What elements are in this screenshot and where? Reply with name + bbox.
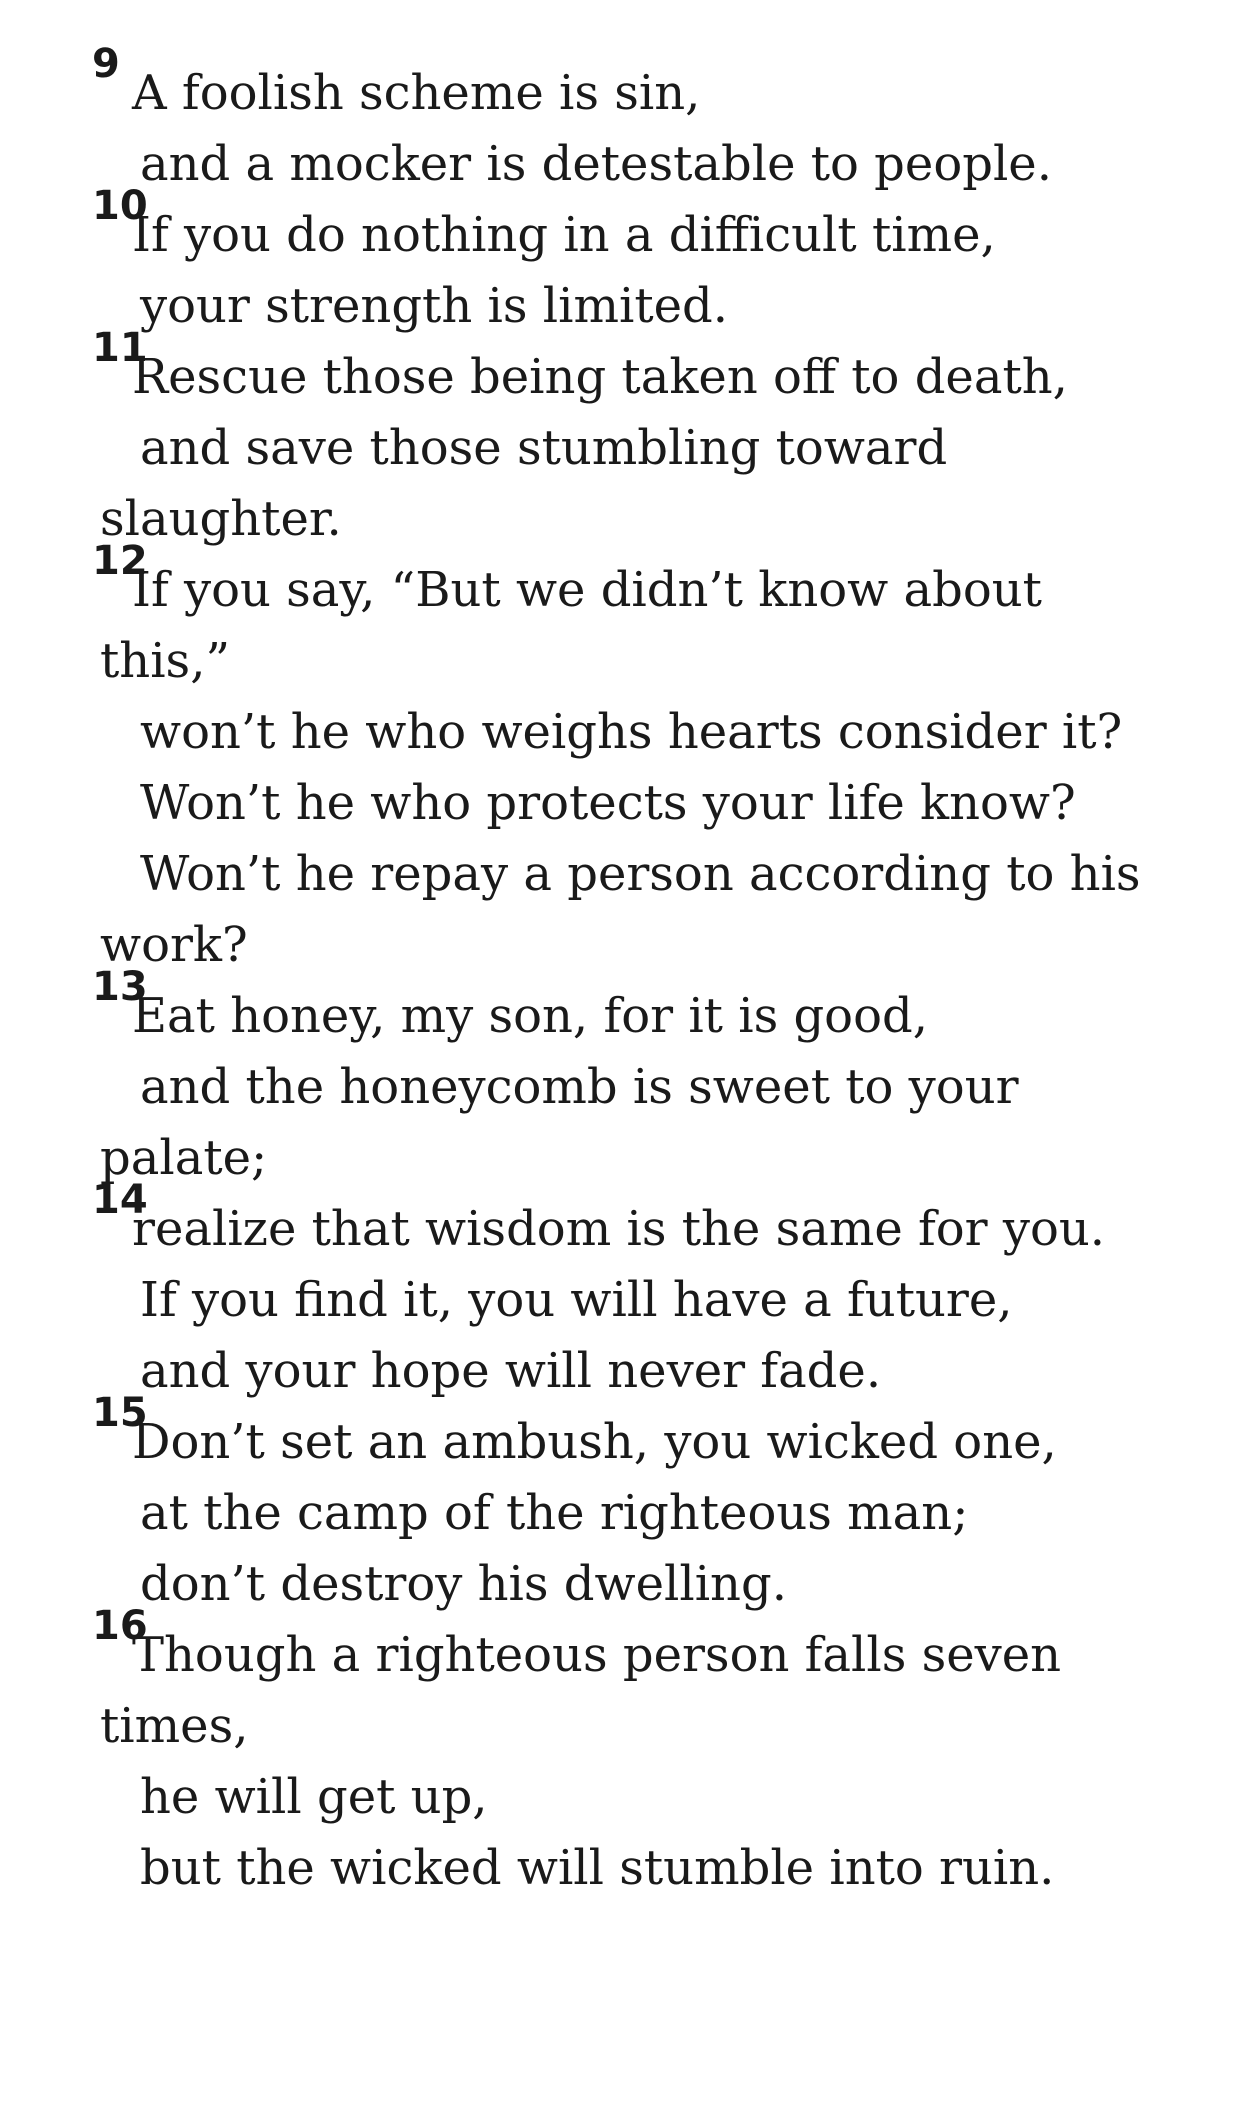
verse-line: Won’t he repay a person according to his — [140, 846, 1141, 902]
verse-number: 15 — [92, 1390, 148, 1436]
verse-line — [92, 1177, 1210, 1265]
verse-number: 16 — [92, 1603, 148, 1649]
verse-line: and save those stumbling toward — [140, 420, 948, 476]
verse-line — [92, 41, 1210, 129]
verse-line: he will get up, — [140, 1769, 488, 1825]
verse-11 — [92, 325, 1210, 555]
verse-line: palate; — [100, 1130, 268, 1186]
verse-number: 13 — [92, 964, 148, 1010]
verse-line: and a mocker is detestable to people. — [140, 136, 1052, 192]
verse-text: Though a righteous person falls seven — [132, 1627, 1062, 1683]
verse-line: this,” — [100, 633, 230, 689]
verse-text: realize that wisdom is the same for you. — [132, 1201, 1106, 1257]
verse-line — [92, 325, 1210, 413]
verse-text: Don’t set an ambush, you wicked one, — [132, 1414, 1057, 1470]
verse-14 — [92, 1177, 1210, 1407]
verse-line: and the honeycomb is sweet to your — [140, 1059, 1019, 1115]
verse-number: 9 — [92, 41, 120, 87]
verse-line: don’t destroy his dwelling. — [140, 1556, 787, 1612]
verse-line — [92, 1390, 1210, 1478]
verse-line: at the camp of the righteous man; — [140, 1485, 969, 1541]
verse-text: Rescue those being taken off to death, — [132, 349, 1068, 405]
verse-line: slaughter. — [100, 491, 342, 547]
verse-line — [92, 1603, 1210, 1691]
verse-line: but the wicked will stumble into ruin. — [140, 1840, 1055, 1896]
verse-12 — [92, 538, 1210, 981]
verse-line: times, — [100, 1698, 249, 1754]
verse-15 — [92, 1390, 1210, 1620]
verse-number: 11 — [92, 325, 148, 371]
verse-line — [92, 964, 1210, 1052]
verse-line: Won’t he who protects your life know? — [140, 775, 1076, 831]
verse-9 — [92, 41, 1210, 200]
verse-line: and your hope will never fade. — [140, 1343, 882, 1399]
verse-13 — [92, 964, 1210, 1194]
verse-line — [92, 538, 1210, 626]
verse-16 — [92, 1603, 1210, 1904]
verse-10 — [92, 183, 1210, 342]
verse-text: Eat honey, my son, for it is good, — [132, 988, 928, 1044]
verse-text: A foolish scheme is sin, — [132, 65, 701, 121]
verse-text: If you say, “But we didn’t know about — [132, 562, 1042, 618]
verse-line: won’t he who weighs hearts consider it? — [140, 704, 1123, 760]
verse-number: 10 — [92, 183, 148, 229]
verse-list — [92, 41, 1210, 1904]
verse-line: your strength is limited. — [140, 278, 728, 334]
verse-line — [92, 183, 1210, 271]
verse-line: If you find it, you will have a future, — [140, 1272, 1013, 1328]
verse-text: If you do nothing in a difficult time, — [132, 207, 996, 263]
verse-line: work? — [100, 917, 248, 973]
verse-number: 12 — [92, 538, 148, 584]
verse-number: 14 — [92, 1177, 148, 1223]
